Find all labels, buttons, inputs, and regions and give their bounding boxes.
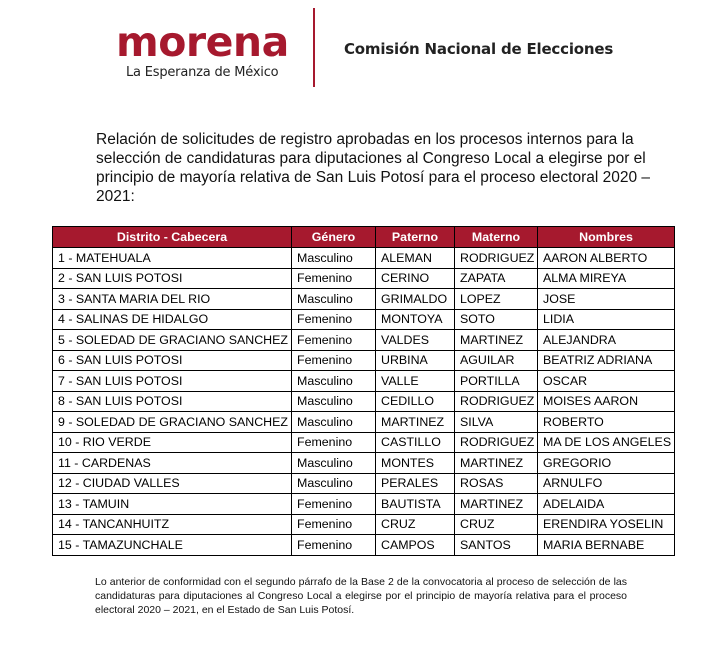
cell-materno: LOPEZ [455,289,538,310]
cell-genero: Femenino [292,494,376,515]
cell-materno: RODRIGUEZ [455,248,538,269]
cell-genero: Femenino [292,350,376,371]
cell-paterno: VALLE [376,371,455,392]
cell-distrito: 13 - TAMUIN [53,494,292,515]
cell-genero: Femenino [292,309,376,330]
candidates-table [52,226,675,556]
table-row [53,412,675,433]
cell-paterno: PERALES [376,473,455,494]
column-header-paterno: Paterno [376,227,455,248]
cell-nombres: ALEJANDRA [538,330,675,351]
cell-genero: Femenino [292,330,376,351]
cell-genero: Masculino [292,473,376,494]
cell-nombres: LIDIA [538,309,675,330]
table-row [53,371,675,392]
commission-title: Comisión Nacional de Elecciones [344,40,614,58]
table-body [53,248,675,556]
cell-materno: CRUZ [455,514,538,535]
cell-nombres: MOISES AARON [538,391,675,412]
cell-distrito: 7 - SAN LUIS POTOSI [53,371,292,392]
column-header-distrito: Distrito - Cabecera [53,227,292,248]
cell-materno: MARTINEZ [455,330,538,351]
cell-genero: Masculino [292,391,376,412]
cell-paterno: CASTILLO [376,432,455,453]
cell-distrito: 15 - TAMAZUNCHALE [53,535,292,556]
cell-materno: SILVA [455,412,538,433]
cell-genero: Masculino [292,371,376,392]
cell-nombres: ALMA MIREYA [538,268,675,289]
cell-nombres: MARIA BERNABE [538,535,675,556]
cell-paterno: MARTINEZ [376,412,455,433]
cell-genero: Femenino [292,535,376,556]
cell-genero: Masculino [292,453,376,474]
table-row [53,514,675,535]
cell-genero: Femenino [292,514,376,535]
cell-nombres: BEATRIZ ADRIANA [538,350,675,371]
cell-paterno: CERINO [376,268,455,289]
table-header-row [53,227,675,248]
cell-distrito: 2 - SAN LUIS POTOSI [53,268,292,289]
table-row [53,289,675,310]
cell-materno: SOTO [455,309,538,330]
cell-nombres: ERENDIRA YOSELIN [538,514,675,535]
cell-nombres: JOSE [538,289,675,310]
cell-distrito: 3 - SANTA MARIA DEL RIO [53,289,292,310]
table-row [53,453,675,474]
table-row [53,494,675,515]
cell-materno: ROSAS [455,473,538,494]
cell-materno: MARTINEZ [455,453,538,474]
cell-materno: ZAPATA [455,268,538,289]
cell-genero: Masculino [292,412,376,433]
cell-genero: Masculino [292,289,376,310]
cell-paterno: MONTES [376,453,455,474]
cell-paterno: MONTOYA [376,309,455,330]
cell-materno: MARTINEZ [455,494,538,515]
table-row [53,535,675,556]
cell-materno: PORTILLA [455,371,538,392]
cell-nombres: OSCAR [538,371,675,392]
cell-materno: RODRIGUEZ [455,391,538,412]
cell-paterno: VALDES [376,330,455,351]
cell-distrito: 14 - TANCANHUITZ [53,514,292,535]
cell-distrito: 4 - SALINAS DE HIDALGO [53,309,292,330]
table-row [53,473,675,494]
cell-paterno: CAMPOS [376,535,455,556]
cell-genero: Masculino [292,248,376,269]
cell-materno: AGUILAR [455,350,538,371]
cell-nombres: ROBERTO [538,412,675,433]
table-row [53,391,675,412]
cell-nombres: ARNULFO [538,473,675,494]
cell-distrito: 5 - SOLEDAD DE GRACIANO SANCHEZ [53,330,292,351]
cell-distrito: 11 - CARDENAS [53,453,292,474]
cell-distrito: 1 - MATEHUALA [53,248,292,269]
cell-paterno: CRUZ [376,514,455,535]
cell-distrito: 12 - CIUDAD VALLES [53,473,292,494]
logo-wordmark: morena [116,18,289,66]
cell-nombres: GREGORIO [538,453,675,474]
cell-distrito: 6 - SAN LUIS POTOSI [53,350,292,371]
cell-paterno: CEDILLO [376,391,455,412]
cell-paterno: GRIMALDO [376,289,455,310]
cell-nombres: ADELAIDA [538,494,675,515]
column-header-genero: Género [292,227,376,248]
cell-genero: Femenino [292,268,376,289]
cell-distrito: 9 - SOLEDAD DE GRACIANO SANCHEZ [53,412,292,433]
table-row [53,330,675,351]
cell-nombres: MA DE LOS ANGELES [538,432,675,453]
table-row [53,350,675,371]
cell-nombres: AARON ALBERTO [538,248,675,269]
table-row [53,309,675,330]
cell-materno: RODRIGUEZ [455,432,538,453]
header-divider [313,8,315,87]
cell-distrito: 10 - RIO VERDE [53,432,292,453]
cell-paterno: URBINA [376,350,455,371]
cell-genero: Femenino [292,432,376,453]
table-row [53,268,675,289]
cell-materno: SANTOS [455,535,538,556]
morena-logo [116,18,289,80]
column-header-materno: Materno [455,227,538,248]
logo-tagline: La Esperanza de México [126,65,279,80]
footer-note: Lo anterior de conformidad con el segundo párrafo de la Base 2 de la convocatoria al proceso de selección de las candidaturas para diputaciones al Congreso Local a elegirse por el principio de mayoría relativa para el proceso electoral 2020 – 2021, en el Estado de San Luis Potosí. [95,576,627,616]
table-row [53,432,675,453]
intro-paragraph: Relación de solicitudes de registro aprobadas en los procesos internos para la selección de candidaturas para diputaciones al Congreso Local a elegirse por el principio de mayoría relativa de San Luis Potosí para el proceso electoral 2020 – 2021: [96,131,651,205]
table-row [53,248,675,269]
cell-paterno: ALEMAN [376,248,455,269]
cell-distrito: 8 - SAN LUIS POTOSI [53,391,292,412]
column-header-nombres: Nombres [538,227,675,248]
cell-paterno: BAUTISTA [376,494,455,515]
